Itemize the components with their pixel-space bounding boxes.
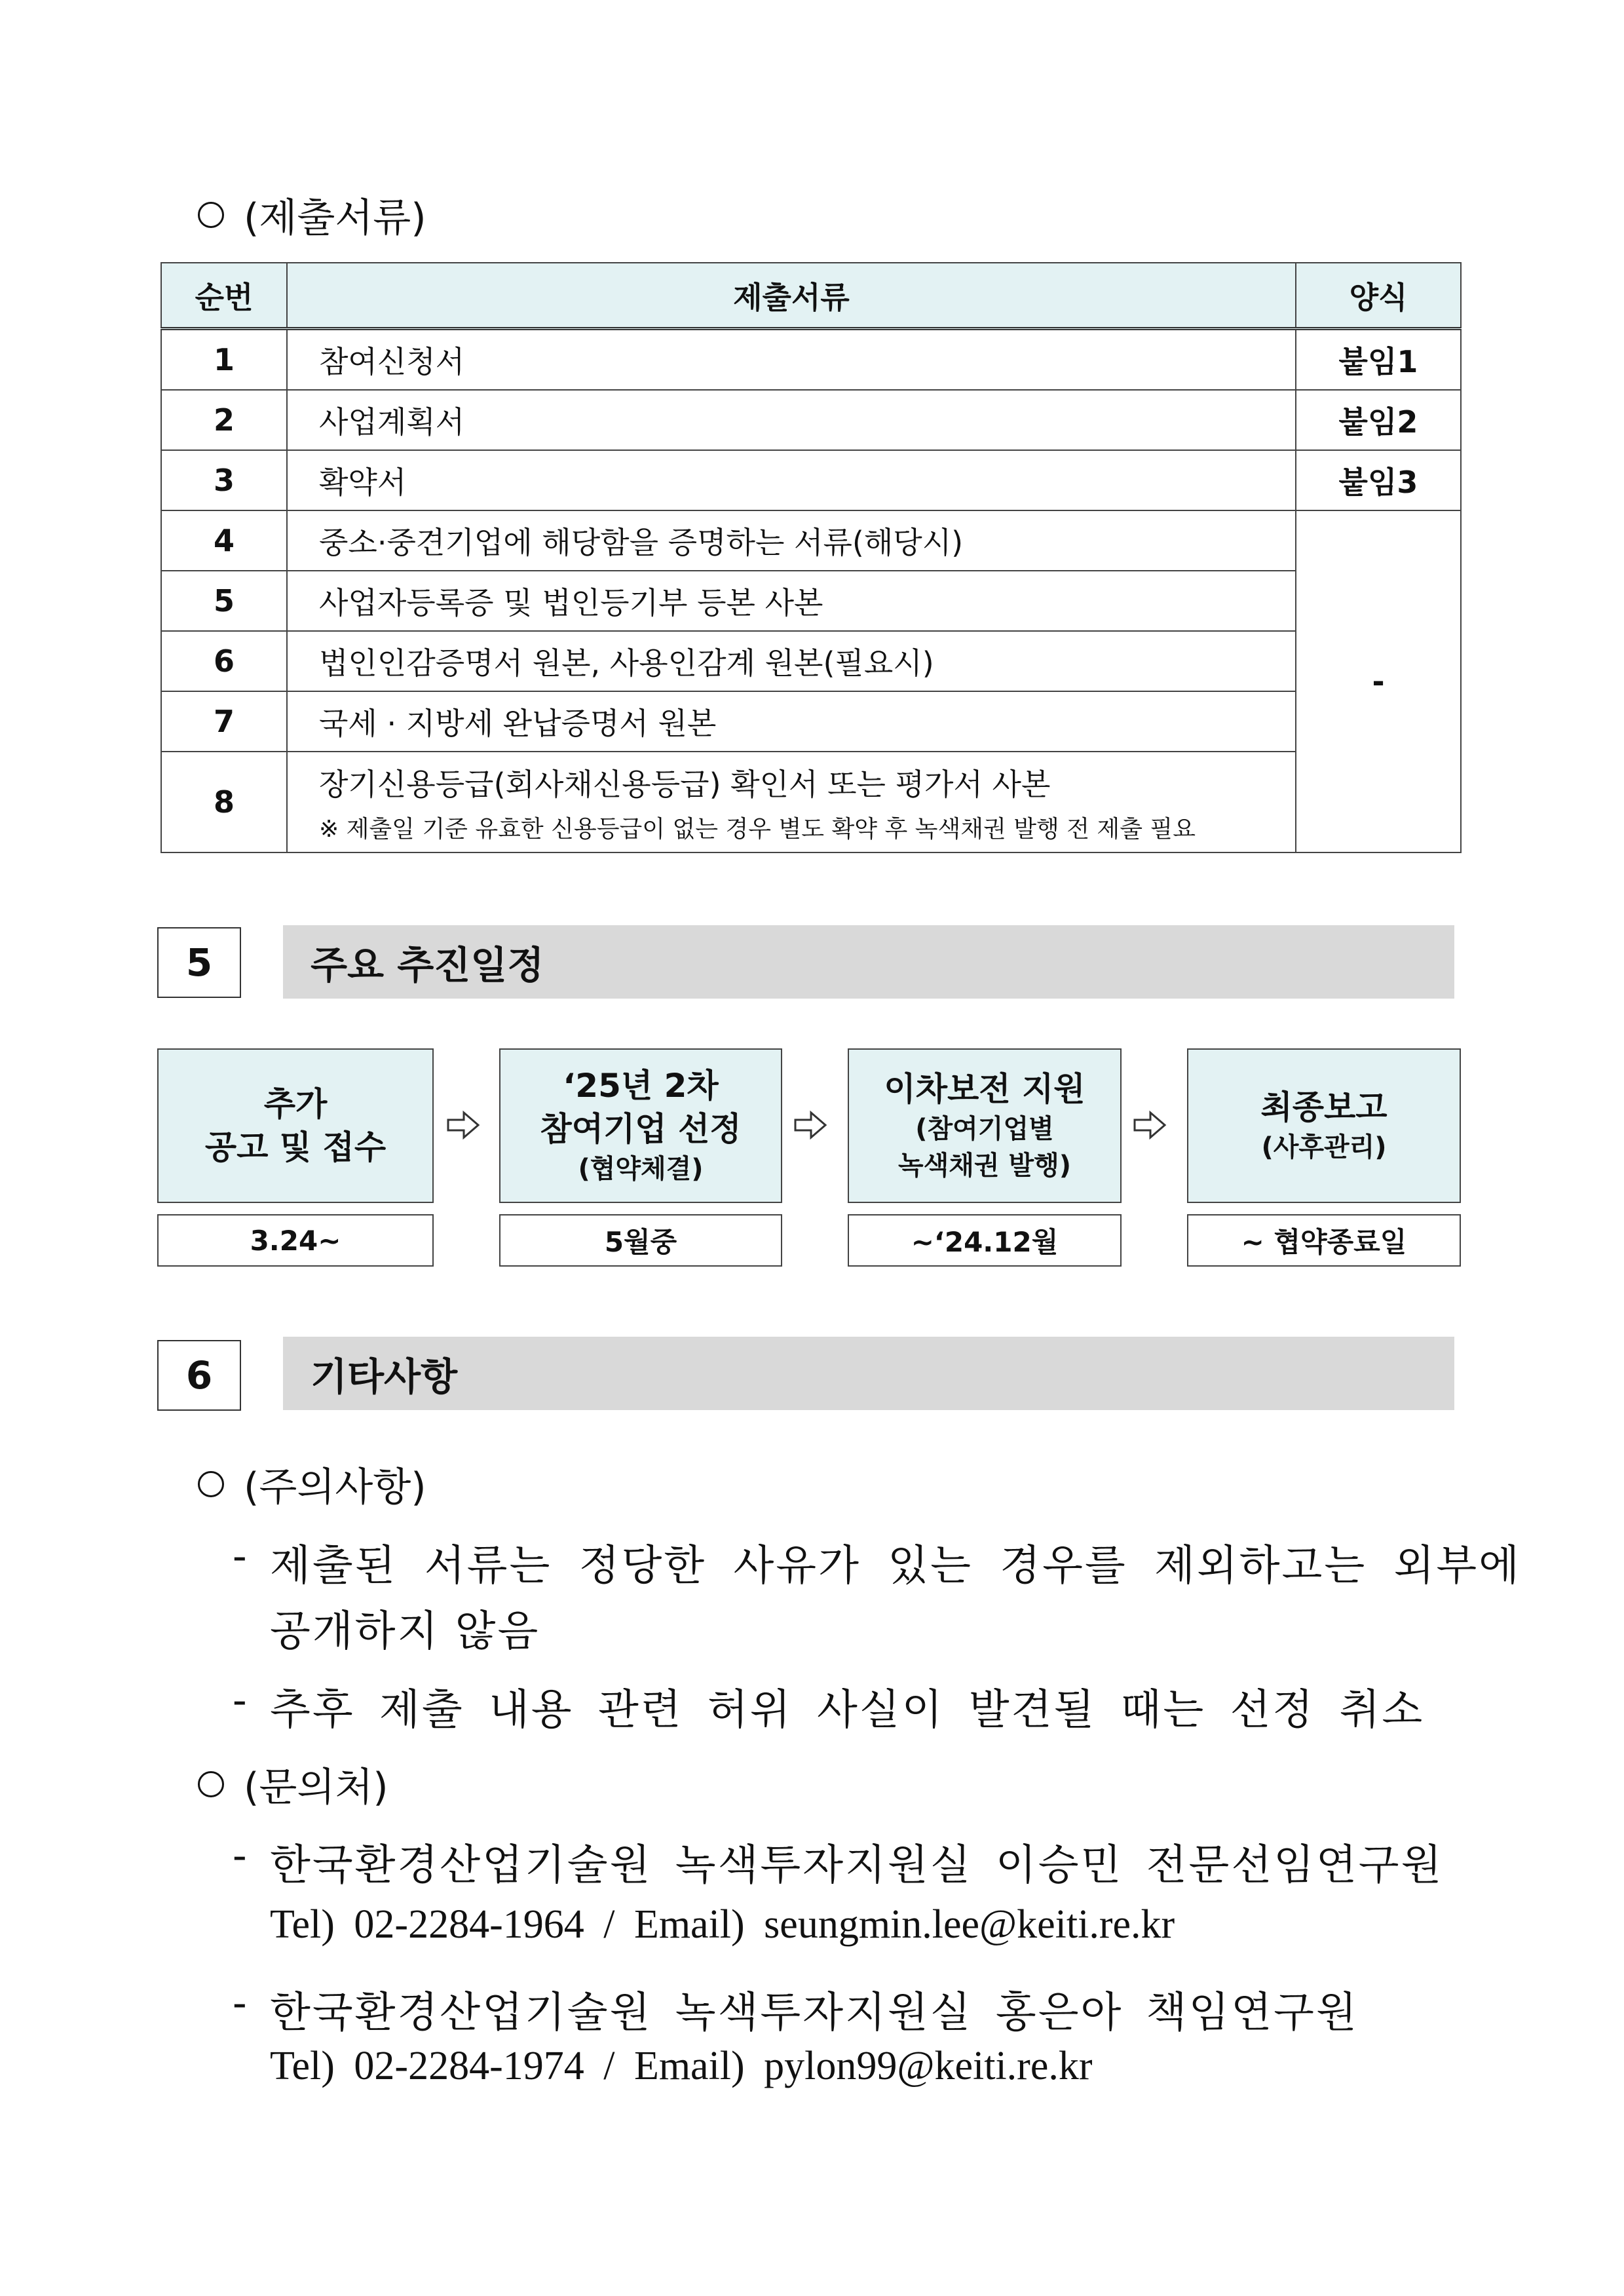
col-header-form: 양식 [1296, 263, 1461, 329]
step-title: 최종보고 [1260, 1088, 1388, 1126]
table-row [161, 752, 1461, 852]
caution-item-line2: 공개하지 않음 [270, 1607, 540, 1656]
col-header-title: 제출서류 [287, 263, 1296, 329]
row-num: 5 [161, 571, 287, 631]
row-title: 사업계획서 [287, 390, 1296, 450]
row-title: 참여신청서 [287, 329, 1296, 391]
step-subtitle: (사후관리) [1261, 1132, 1387, 1162]
row-title [287, 752, 1296, 852]
contact-details: Tel) 02-2284-1964 / Email) seungmin.lee@keiti.re.kr [270, 1902, 1175, 1947]
row-num: 4 [161, 510, 287, 571]
row-form: 붙임3 [1296, 450, 1461, 510]
bullet-dash: - [233, 1831, 249, 1880]
section-title: 주요 추진일정 [283, 925, 1454, 999]
schedule-step [157, 1048, 434, 1203]
table-row [161, 571, 1461, 631]
caution-heading-text: (주의사항) [244, 1464, 426, 1510]
step-date: 3.24~ [157, 1214, 434, 1267]
row-title: 확약서 [287, 450, 1296, 510]
step-date: 5월중 [499, 1214, 782, 1267]
contact-name: 한국환경산업기술원 녹색투자지원실 홍은아 책임연구원 [270, 1989, 1359, 2037]
docs-heading [198, 187, 426, 243]
contact-details: Tel) 02-2284-1974 / Email) pylon99@keiti.re.kr [270, 2044, 1093, 2088]
contact-name: 한국환경산업기술원 녹색투자지원실 이승민 전문선임연구원 [270, 1841, 1444, 1890]
table-row [161, 390, 1461, 450]
row-form-merged: - [1296, 510, 1461, 852]
circle-bullet-icon [198, 202, 224, 228]
schedule-step [848, 1048, 1122, 1203]
section-number: 5 [157, 927, 241, 998]
step-title: 이차보전 지원 [884, 1070, 1086, 1108]
docs-table [161, 262, 1462, 853]
circle-bullet-icon [198, 1471, 224, 1497]
row-title: 법인인감증명서 원본, 사용인감계 원본(필요시) [287, 631, 1296, 691]
bullet-dash: - [233, 1532, 249, 1580]
table-row [161, 329, 1461, 391]
step-title: ‘25년 2차 [563, 1067, 719, 1105]
step-title-line2: 참여기업 선정 [540, 1110, 742, 1148]
caution-item: 추후 제출 내용 관련 허위 사실이 발견될 때는 선정 취소 [270, 1686, 1425, 1734]
circle-bullet-icon [198, 1771, 224, 1797]
step-subtitle: (참여기업별 [915, 1114, 1054, 1144]
table-row [161, 631, 1461, 691]
row-num: 2 [161, 390, 287, 450]
row-num: 6 [161, 631, 287, 691]
row-num: 1 [161, 329, 287, 391]
row-num: 3 [161, 450, 287, 510]
contact-heading [198, 1756, 388, 1812]
col-header-num: 순번 [161, 263, 287, 329]
arrow-right-icon [445, 1107, 481, 1143]
contact-heading-text: (문의처) [244, 1765, 388, 1810]
row-title: 중소·중견기업에 해당함을 증명하는 서류(해당시) [287, 510, 1296, 571]
table-row [161, 510, 1461, 571]
row-num: 8 [161, 752, 287, 852]
section-number: 6 [157, 1340, 241, 1411]
row-title: 국세 · 지방세 완납증명서 원본 [287, 691, 1296, 752]
row-form: 붙임1 [1296, 329, 1461, 391]
step-subtitle-line2: 녹색채권 발행) [897, 1151, 1072, 1181]
row-note: ※ 제출일 기준 유효한 신용등급이 없는 경우 별도 확약 후 녹색채권 발행 전 제출 필요 [319, 815, 1196, 843]
row-num: 7 [161, 691, 287, 752]
schedule-step [1187, 1048, 1461, 1203]
step-date: ~ 협약종료일 [1187, 1214, 1461, 1267]
docs-heading-text: (제출서류) [244, 195, 426, 241]
step-date: ~‘24.12월 [848, 1214, 1122, 1267]
step-title-line2: 공고 및 접수 [204, 1128, 387, 1166]
row-form: 붙임2 [1296, 390, 1461, 450]
arrow-right-icon [793, 1107, 828, 1143]
arrow-right-icon [1132, 1107, 1167, 1143]
bullet-dash: - [233, 1676, 249, 1725]
step-title: 추가 [263, 1085, 328, 1123]
table-row [161, 450, 1461, 510]
row-title: 사업자등록증 및 법인등기부 등본 사본 [287, 571, 1296, 631]
step-subtitle: (협약체결) [578, 1154, 704, 1184]
caution-heading [198, 1456, 426, 1512]
section-title: 기타사항 [283, 1337, 1454, 1410]
caution-item: 제출된 서류는 정당한 사유가 있는 경우를 제외하고는 외부에 [270, 1542, 1522, 1590]
row-title-text: 장기신용등급(회사채신용등급) 확인서 또는 평가서 사본 [319, 766, 1051, 802]
bullet-dash: - [233, 1979, 249, 2027]
schedule-step [499, 1048, 782, 1203]
table-row [161, 691, 1461, 752]
